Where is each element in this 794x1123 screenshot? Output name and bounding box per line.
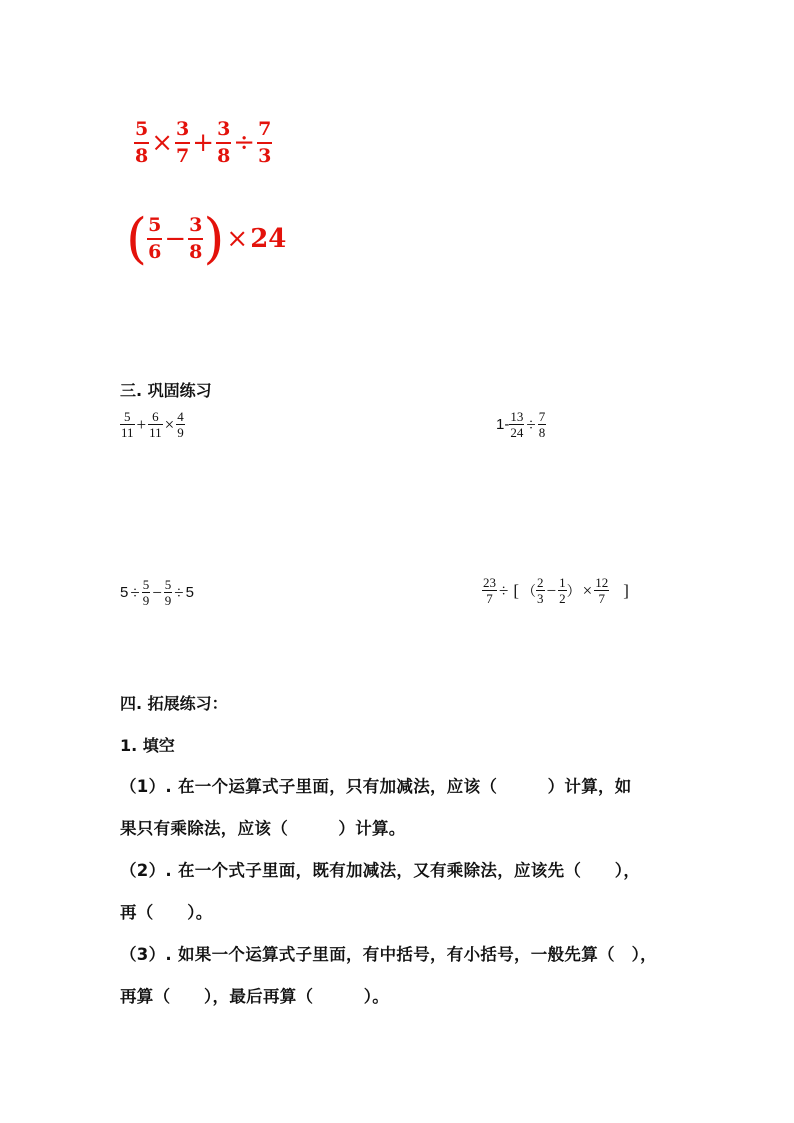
fraction: $\frac{2}{3}$ xyxy=(537,575,544,606)
divide-operator: ÷ xyxy=(174,582,184,602)
times-operator: × xyxy=(151,128,174,158)
fill-blank-line-1: （1）. 在一个运算式子里面，只有加减法，应该（ ）计算，如 xyxy=(120,777,632,796)
divide-operator: ÷ xyxy=(526,414,536,434)
exercise-2 xyxy=(496,410,546,439)
left-bracket: [ xyxy=(513,580,520,600)
fraction: $\frac{7}{8}$ xyxy=(538,409,546,440)
fraction: $\frac{6}{11}$ xyxy=(149,409,162,440)
fraction: $\frac{3}{8}$ xyxy=(189,214,203,263)
fraction: $\frac{7}{3}$ xyxy=(258,118,272,167)
fraction: $\frac{23}{7}$ xyxy=(483,575,496,606)
plus-operator: + xyxy=(136,414,147,434)
fraction: $\frac{12}{7}$ xyxy=(595,575,609,606)
right-bracket: ] xyxy=(623,580,629,600)
minus-operator: − xyxy=(546,580,557,600)
left-paren: ( xyxy=(126,207,148,270)
fraction: $\frac{5}{9}$ xyxy=(142,577,150,608)
fraction: $\frac{3}{7}$ xyxy=(176,118,190,167)
fraction: $\frac{4}{9}$ xyxy=(177,409,184,440)
fraction: $\frac{3}{8}$ xyxy=(217,118,231,167)
times-operator: × xyxy=(164,414,175,434)
fill-blank-line-4: 再（ ）。 xyxy=(120,903,213,922)
trailing-term: 5 xyxy=(185,584,194,601)
fraction: $\frac{5}{6}$ xyxy=(148,214,162,263)
fill-blank-line-2: 果只有乘除法，应该（ ）计算。 xyxy=(120,819,406,838)
divide-operator: ÷ xyxy=(130,582,140,602)
fraction: $\frac{5}{11}$ xyxy=(121,409,134,440)
left-paren: （ xyxy=(522,584,537,600)
times-operator: × xyxy=(226,224,249,254)
red-expression-1 xyxy=(134,120,272,166)
minus-operator: − xyxy=(152,582,162,602)
fraction: $\frac{5}{9}$ xyxy=(164,577,172,608)
fill-blank-line-6: 再算（ ），最后再算（ ）。 xyxy=(120,987,390,1006)
times-operator: × xyxy=(582,580,593,600)
fill-blank-line-3: （2）. 在一个式子里面，既有加减法，又有乘除法，应该先（ ）， xyxy=(120,861,641,880)
exercise-1 xyxy=(120,410,185,439)
fill-blank-line-5: （3）. 如果一个运算式子里面，有中括号，有小括号，一般先算（ ）， xyxy=(120,945,657,964)
red-expression-2 xyxy=(126,207,287,270)
divide-operator: ÷ xyxy=(233,128,256,158)
fraction: $\frac{5}{8}$ xyxy=(135,118,149,167)
right-paren: ） xyxy=(566,584,581,600)
section-4-subheading: 1. 填空 xyxy=(120,736,175,755)
right-paren: ) xyxy=(203,207,225,270)
section-3-heading: 三. 巩固练习 xyxy=(120,381,212,400)
section-4-heading: 四. 拓展练习： xyxy=(120,694,228,713)
exercise-4 xyxy=(482,576,631,605)
leading-term: 1- xyxy=(496,416,510,433)
exercise-3 xyxy=(120,578,194,607)
multiplier-value: 24 xyxy=(250,224,287,254)
leading-term: 5 xyxy=(120,584,129,601)
divide-operator: ÷ xyxy=(499,580,509,600)
minus-operator: − xyxy=(164,224,187,254)
fraction: $\frac{13}{24}$ xyxy=(510,409,524,440)
fraction: $\frac{1}{2}$ xyxy=(559,575,566,606)
plus-operator: + xyxy=(192,128,215,158)
